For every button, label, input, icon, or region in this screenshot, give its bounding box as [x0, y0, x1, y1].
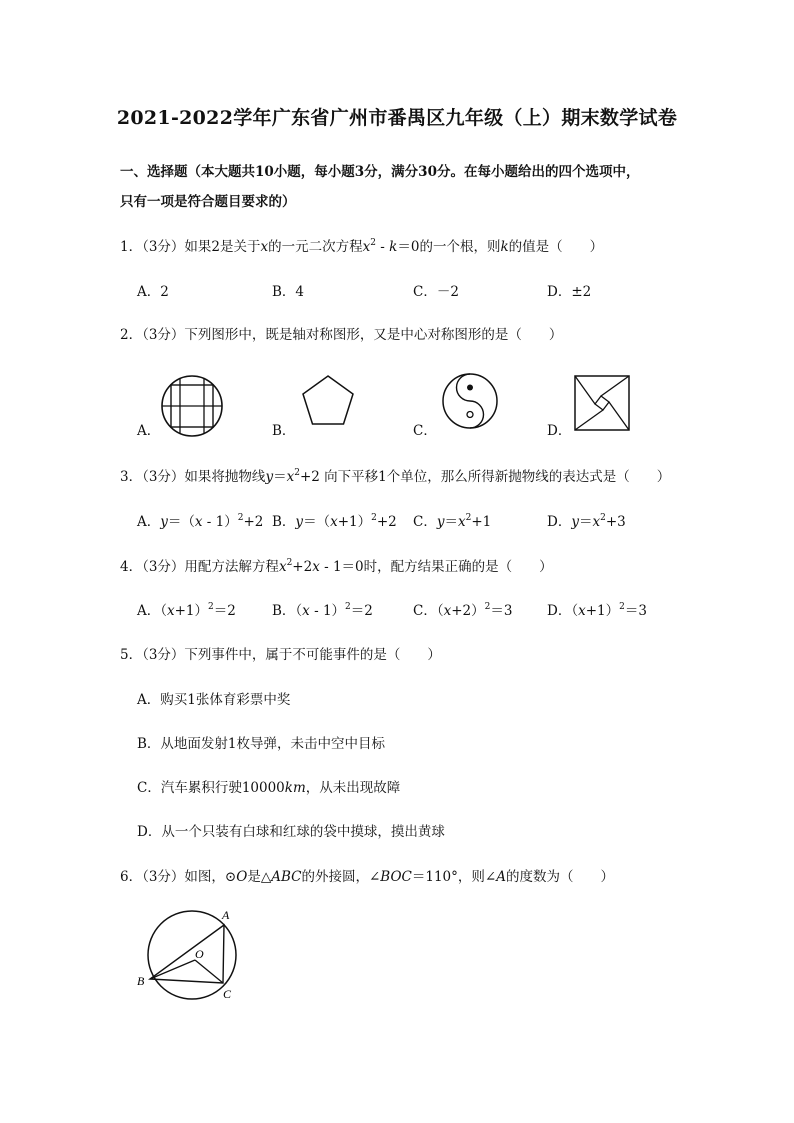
q3-option-c: C．$y=x^2+1$ [413, 513, 492, 530]
q5-option-d: D．从一个只装有白球和红球的袋中摸球，摸出黄球 [137, 824, 445, 840]
q2-figure-b [300, 374, 356, 430]
q2-figure-d [573, 374, 631, 432]
q5-option-c: C．汽车累积行驶10000km，从未出现故障 [137, 780, 401, 796]
question-6: 6．（3分）如图，⊙O是△ABC的外接圆，∠BOC＝110°，则∠A的度数为（ ） [120, 869, 614, 885]
q5-option-a: A．购买1张体育彩票中奖 [137, 692, 291, 708]
q2-label-d: D． [547, 423, 572, 439]
q4-option-c: C．$(x+2)^2=3$ [413, 602, 513, 619]
question-1: 1．（3分）如果2是关于x的一元二次方程$x^2 - k=0$的一个根，则k的值是（ ） [120, 238, 604, 255]
q3-option-b: B．$y=(x+1)^2+2$ [272, 513, 397, 530]
q1-option-b: B．4 [272, 284, 305, 300]
q2-figure-a [160, 374, 224, 438]
q1-option-a: A．2 [137, 284, 169, 300]
q4-option-d: D．$(x+1)^2=3$ [547, 602, 647, 619]
question-3: 3．（3分）如果将抛物线$y=x^2+2$ 向下平移1个单位，那么所得新抛物线的表达式是（ ） [120, 468, 671, 485]
label-c: C [223, 987, 232, 1001]
q3-option-a: A．y＝（x - 1）$^2$+2 [137, 513, 264, 530]
question-4: 4．（3分）用配方法解方程$x^2+2x - 1=0$时，配方结果正确的是（ ） [120, 558, 553, 575]
q2-figure-c [441, 372, 499, 430]
label-a: A [222, 908, 230, 922]
label-o: O [195, 947, 204, 961]
q6-circle-figure [135, 905, 245, 1005]
label-b: B [137, 974, 145, 988]
page-title: 2021-2022学年广东省广州市番禺区九年级（上）期末数学试卷 [116, 107, 678, 129]
q4-option-a: A．$(x+1)^2=2$ [137, 602, 236, 619]
question-2: 2．（3分）下列图形中，既是轴对称图形，又是中心对称图形的是（ ） [120, 327, 563, 343]
q1-option-c: C．－2 [413, 284, 459, 300]
q2-label-c: C． [413, 423, 437, 439]
q2-label-a: A． [137, 423, 161, 439]
q3-option-d: D．$y=x^2+3$ [547, 513, 626, 530]
section-heading-line1: 一、选择题（本大题共10小题，每小题3分，满分30分。在每小题给出的四个选项中， [120, 164, 640, 180]
section-heading-line2: 只有一项是符合题目要求的） [120, 194, 296, 210]
q4-option-b: B．（x - 1）$^2$＝2 [272, 602, 373, 619]
question-5: 5．（3分）下列事件中，属于不可能事件的是（ ） [120, 647, 441, 663]
q2-label-b: B． [272, 423, 296, 439]
q5-option-b: B．从地面发射1枚导弹，未击中空中目标 [137, 736, 386, 752]
q1-option-d: D．±2 [547, 284, 592, 300]
